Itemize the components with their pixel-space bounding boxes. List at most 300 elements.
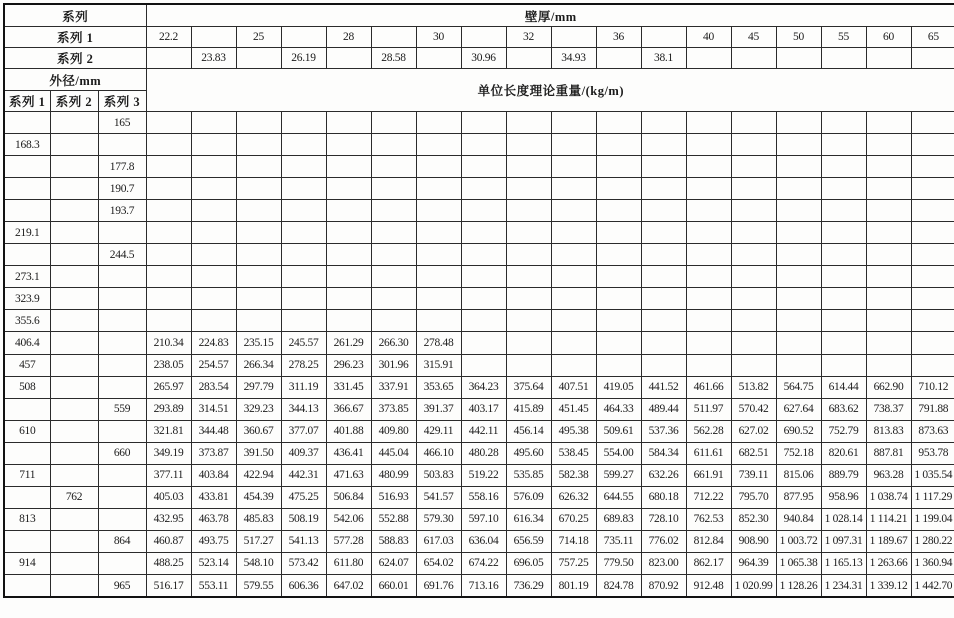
- od-series3-cell: 190.7: [98, 178, 146, 200]
- weight-cell: 488.25: [146, 552, 191, 574]
- weight-cell: [911, 310, 954, 332]
- weight-cell: [191, 266, 236, 288]
- weight-cell: [911, 200, 954, 222]
- weight-cell: [911, 112, 954, 134]
- weight-cell: 480.99: [371, 464, 416, 486]
- weight-cell: 489.44: [641, 398, 686, 420]
- weight-cell: 293.89: [146, 398, 191, 420]
- weight-cell: [776, 112, 821, 134]
- weight-cell: [236, 266, 281, 288]
- weight-cell: 636.04: [461, 530, 506, 552]
- weight-cell: [146, 200, 191, 222]
- od-series2-cell: [50, 332, 98, 354]
- table-row: [4, 244, 954, 266]
- weight-cell: 963.28: [866, 464, 911, 486]
- weight-cell: [911, 244, 954, 266]
- header-row-outer-diameter: [4, 69, 954, 91]
- weight-cell: 513.82: [731, 376, 776, 398]
- od-series3-cell: [98, 464, 146, 486]
- weight-cell: [416, 222, 461, 244]
- weight-cell: 752.79: [821, 420, 866, 442]
- od-series1-cell: [4, 178, 50, 200]
- od-series1-cell: 168.3: [4, 134, 50, 156]
- weight-cell: 519.22: [461, 464, 506, 486]
- weight-cell: [551, 156, 596, 178]
- weight-cell: 562.28: [686, 420, 731, 442]
- weight-cell: [686, 112, 731, 134]
- weight-cell: 739.11: [731, 464, 776, 486]
- od-series2-cell: [50, 508, 98, 530]
- weight-cell: [821, 134, 866, 156]
- weight-cell: 680.18: [641, 486, 686, 508]
- weight-cell: 403.17: [461, 398, 506, 420]
- weight-cell: 517.27: [236, 530, 281, 552]
- weight-cell: 265.97: [146, 376, 191, 398]
- weight-cell: [596, 200, 641, 222]
- weight-cell: 360.67: [236, 420, 281, 442]
- weight-cell: [686, 200, 731, 222]
- weight-cell: 1 128.26: [776, 574, 821, 597]
- weight-cell: 283.54: [191, 376, 236, 398]
- weight-cell: [686, 266, 731, 288]
- weight-cell: 245.57: [281, 332, 326, 354]
- weight-cell: [596, 354, 641, 376]
- od-series3-cell: [98, 222, 146, 244]
- weight-cell: 964.39: [731, 552, 776, 574]
- series-header-label: 系列: [4, 4, 146, 27]
- od-series2-cell: [50, 178, 98, 200]
- table-row: [4, 266, 954, 288]
- weight-cell: [236, 244, 281, 266]
- od-series3-cell: [98, 486, 146, 508]
- weight-cell: 266.30: [371, 332, 416, 354]
- table-row: [4, 156, 954, 178]
- weight-cell: 597.10: [461, 508, 506, 530]
- weight-cell: 1 038.74: [866, 486, 911, 508]
- weight-cell: 436.41: [326, 442, 371, 464]
- weight-cell: [821, 156, 866, 178]
- weight-cell: [866, 244, 911, 266]
- weight-cell: [506, 244, 551, 266]
- weight-cell: 445.04: [371, 442, 416, 464]
- weight-cell: [461, 288, 506, 310]
- od-series2-cell: [50, 354, 98, 376]
- weight-cell: 862.17: [686, 552, 731, 574]
- weight-cell: 579.55: [236, 574, 281, 597]
- od-series2-cell: [50, 464, 98, 486]
- weight-cell: [596, 178, 641, 200]
- weight-cell: [461, 112, 506, 134]
- weight-cell: 1 360.94: [911, 552, 954, 574]
- weight-cell: 366.67: [326, 398, 371, 420]
- weight-cell: [236, 310, 281, 332]
- weight-cell: [281, 244, 326, 266]
- weight-cell: [506, 266, 551, 288]
- weight-cell: 647.02: [326, 574, 371, 597]
- weight-cell: 1 003.72: [776, 530, 821, 552]
- weight-cell: [461, 244, 506, 266]
- weight-cell: 632.26: [641, 464, 686, 486]
- od-series2-cell: [50, 376, 98, 398]
- od-series2-cell: [50, 134, 98, 156]
- table-row: [4, 530, 954, 552]
- weight-cell: [866, 200, 911, 222]
- weight-cell: 812.84: [686, 530, 731, 552]
- wall-thickness-series2-cell: [596, 48, 641, 69]
- weight-cell: [146, 310, 191, 332]
- weight-cell: [416, 156, 461, 178]
- od-series2-cell: [50, 420, 98, 442]
- weight-cell: 353.65: [416, 376, 461, 398]
- weight-cell: [191, 200, 236, 222]
- weight-cell: 660.01: [371, 574, 416, 597]
- weight-cell: 433.81: [191, 486, 236, 508]
- weight-cell: 627.02: [731, 420, 776, 442]
- weight-cell: [731, 266, 776, 288]
- weight-cell: [506, 332, 551, 354]
- wall-thickness-series1-cell: [551, 27, 596, 48]
- weight-cell: 674.22: [461, 552, 506, 574]
- wall-thickness-series1-cell: 30: [416, 27, 461, 48]
- od-series3-cell: 244.5: [98, 244, 146, 266]
- weight-cell: [686, 134, 731, 156]
- od-series3-cell: 559: [98, 398, 146, 420]
- weight-cell: [281, 200, 326, 222]
- weight-cell: 710.12: [911, 376, 954, 398]
- weight-cell: [191, 222, 236, 244]
- od-series1-cell: [4, 244, 50, 266]
- wall-thickness-series1-cell: 40: [686, 27, 731, 48]
- weight-cell: 1 199.04: [911, 508, 954, 530]
- weight-cell: [236, 200, 281, 222]
- table-row: [4, 376, 954, 398]
- weight-cell: [686, 244, 731, 266]
- weight-cell: [776, 178, 821, 200]
- wall-thickness-series2-cell: 23.83: [191, 48, 236, 69]
- weight-cell: 579.30: [416, 508, 461, 530]
- weight-cell: 670.25: [551, 508, 596, 530]
- wall-thickness-series1-cell: 65: [911, 27, 954, 48]
- weight-cell: [686, 332, 731, 354]
- table-body: [4, 112, 954, 598]
- wall-thickness-series2-cell: [236, 48, 281, 69]
- weight-cell: 461.66: [686, 376, 731, 398]
- weight-cell: 541.13: [281, 530, 326, 552]
- weight-cell: 329.23: [236, 398, 281, 420]
- wall-thickness-series2-cell: 26.19: [281, 48, 326, 69]
- weight-cell: 624.07: [371, 552, 416, 574]
- weight-cell: 535.85: [506, 464, 551, 486]
- weight-cell: [641, 288, 686, 310]
- wall-thickness-series2-cell: [821, 48, 866, 69]
- weight-cell: 757.25: [551, 552, 596, 574]
- table-row: [4, 354, 954, 376]
- weight-cell: 377.07: [281, 420, 326, 442]
- weight-cell: 442.11: [461, 420, 506, 442]
- weight-cell: [506, 310, 551, 332]
- weight-cell: 301.96: [371, 354, 416, 376]
- weight-cell: [326, 288, 371, 310]
- weight-cell: 1 234.31: [821, 574, 866, 597]
- weight-cell: [821, 244, 866, 266]
- wall-thickness-series1-cell: 60: [866, 27, 911, 48]
- weight-cell: 801.19: [551, 574, 596, 597]
- weight-cell: 403.84: [191, 464, 236, 486]
- weight-cell: 682.51: [731, 442, 776, 464]
- weight-cell: 576.09: [506, 486, 551, 508]
- table-row: [4, 442, 954, 464]
- weight-cell: 696.05: [506, 552, 551, 574]
- weight-cell: [731, 112, 776, 134]
- weight-cell: 456.14: [506, 420, 551, 442]
- weight-cell: 564.75: [776, 376, 821, 398]
- od-series3-cell: [98, 508, 146, 530]
- weight-cell: 820.61: [821, 442, 866, 464]
- od-series1-cell: 508: [4, 376, 50, 398]
- weight-cell: 870.92: [641, 574, 686, 597]
- weight-cell: [866, 288, 911, 310]
- weight-cell: 495.60: [506, 442, 551, 464]
- weight-cell: 460.87: [146, 530, 191, 552]
- outer-diameter-header-label: 外径/mm: [4, 69, 146, 91]
- weight-cell: [551, 244, 596, 266]
- weight-cell: 516.93: [371, 486, 416, 508]
- od-series1-cell: 323.9: [4, 288, 50, 310]
- weight-cell: [686, 354, 731, 376]
- weight-cell: 471.63: [326, 464, 371, 486]
- weight-cell: [641, 332, 686, 354]
- weight-cell: [641, 178, 686, 200]
- weight-cell: 714.18: [551, 530, 596, 552]
- od-series1-cell: 219.1: [4, 222, 50, 244]
- od-series1-cell: [4, 156, 50, 178]
- weight-cell: [686, 310, 731, 332]
- od-series2-cell: [50, 552, 98, 574]
- od-series2-cell: [50, 222, 98, 244]
- weight-cell: [281, 288, 326, 310]
- weight-cell: [641, 156, 686, 178]
- weight-cell: 344.48: [191, 420, 236, 442]
- weight-cell: 552.88: [371, 508, 416, 530]
- od-series1-cell: [4, 112, 50, 134]
- od-series1-cell: [4, 398, 50, 420]
- weight-cell: [731, 200, 776, 222]
- weight-cell: 762.53: [686, 508, 731, 530]
- weight-cell: [596, 288, 641, 310]
- weight-cell: [551, 266, 596, 288]
- weight-cell: [866, 266, 911, 288]
- weight-cell: 815.06: [776, 464, 821, 486]
- weight-cell: 606.36: [281, 574, 326, 597]
- weight-cell: [236, 112, 281, 134]
- weight-cell: 689.83: [596, 508, 641, 530]
- header-row-series: [4, 4, 954, 27]
- table-row: [4, 508, 954, 530]
- weight-cell: [821, 266, 866, 288]
- weight-cell: [416, 134, 461, 156]
- weight-cell: [191, 288, 236, 310]
- table-row: [4, 420, 954, 442]
- od-series3-cell: [98, 266, 146, 288]
- table-row: [4, 222, 954, 244]
- weight-cell: 1 165.13: [821, 552, 866, 574]
- weight-cell: [146, 134, 191, 156]
- wall-thickness-header-label: 壁厚/mm: [146, 4, 954, 27]
- weight-cell: [551, 354, 596, 376]
- weight-cell: [551, 332, 596, 354]
- od-series3-cell: 177.8: [98, 156, 146, 178]
- weight-cell: 261.29: [326, 332, 371, 354]
- weight-cell: 570.42: [731, 398, 776, 420]
- od-series3-cell: [98, 376, 146, 398]
- weight-cell: 516.17: [146, 574, 191, 597]
- od-series2-cell: [50, 574, 98, 597]
- header-row-thickness-series1: [4, 27, 954, 48]
- weight-cell: 297.79: [236, 376, 281, 398]
- weight-cell: 315.91: [416, 354, 461, 376]
- weight-cell: 912.48: [686, 574, 731, 597]
- weight-cell: [731, 156, 776, 178]
- weight-cell: [506, 200, 551, 222]
- od-series2-cell: [50, 156, 98, 178]
- weight-cell: 210.34: [146, 332, 191, 354]
- weight-cell: 553.11: [191, 574, 236, 597]
- weight-cell: [416, 310, 461, 332]
- weight-cell: [326, 134, 371, 156]
- weight-cell: 736.29: [506, 574, 551, 597]
- od-series2-cell: [50, 442, 98, 464]
- weight-cell: [731, 332, 776, 354]
- weight-cell: 509.61: [596, 420, 641, 442]
- wall-thickness-series2-cell: [866, 48, 911, 69]
- weight-cell: [506, 112, 551, 134]
- weight-cell: [461, 354, 506, 376]
- weight-cell: 493.75: [191, 530, 236, 552]
- weight-cell: [461, 178, 506, 200]
- weight-cell: 238.05: [146, 354, 191, 376]
- weight-cell: [461, 156, 506, 178]
- weight-cell: [731, 288, 776, 310]
- weight-cell: [776, 266, 821, 288]
- weight-cell: 422.94: [236, 464, 281, 486]
- od-series1-cell: [4, 574, 50, 597]
- weight-cell: 887.81: [866, 442, 911, 464]
- weight-cell: [911, 288, 954, 310]
- weight-cell: [776, 156, 821, 178]
- wall-thickness-series1-cell: [371, 27, 416, 48]
- weight-cell: [281, 310, 326, 332]
- weight-cell: [776, 222, 821, 244]
- wall-thickness-series1-cell: 55: [821, 27, 866, 48]
- weight-cell: 373.87: [191, 442, 236, 464]
- weight-cell: [191, 310, 236, 332]
- weight-cell: [506, 288, 551, 310]
- wall-thickness-series1-cell: 22.2: [146, 27, 191, 48]
- weight-cell: 1 065.38: [776, 552, 821, 574]
- weight-cell: 1 114.21: [866, 508, 911, 530]
- weight-cell: 558.16: [461, 486, 506, 508]
- weight-cell: [911, 156, 954, 178]
- weight-cell: [146, 244, 191, 266]
- weight-cell: [821, 310, 866, 332]
- weight-cell: 537.36: [641, 420, 686, 442]
- od-series3-cell: 965: [98, 574, 146, 597]
- weight-cell: [641, 112, 686, 134]
- od-series2-cell: [50, 112, 98, 134]
- weight-cell: 1 035.54: [911, 464, 954, 486]
- weight-cell: [326, 178, 371, 200]
- weight-cell: 779.50: [596, 552, 641, 574]
- weight-cell: 627.64: [776, 398, 821, 420]
- weight-cell: [731, 244, 776, 266]
- weight-cell: 278.25: [281, 354, 326, 376]
- weight-cell: 614.44: [821, 376, 866, 398]
- weight-cell: 813.83: [866, 420, 911, 442]
- weight-cell: 791.88: [911, 398, 954, 420]
- weight-cell: 266.34: [236, 354, 281, 376]
- weight-cell: [866, 156, 911, 178]
- od-series1-cell: 914: [4, 552, 50, 574]
- weight-cell: 908.90: [731, 530, 776, 552]
- weight-cell: 466.10: [416, 442, 461, 464]
- weight-cell: 344.13: [281, 398, 326, 420]
- weight-cell: [776, 244, 821, 266]
- weight-cell: [641, 266, 686, 288]
- weight-cell: [236, 156, 281, 178]
- weight-cell: [146, 266, 191, 288]
- weight-cell: [596, 134, 641, 156]
- weight-cell: 495.38: [551, 420, 596, 442]
- weight-cell: [866, 354, 911, 376]
- wall-thickness-series2-cell: 28.58: [371, 48, 416, 69]
- weight-cell: [281, 134, 326, 156]
- weight-cell: [551, 112, 596, 134]
- weight-cell: [731, 222, 776, 244]
- od-series1-cell: 355.6: [4, 310, 50, 332]
- weight-cell: [371, 310, 416, 332]
- weight-cell: [821, 200, 866, 222]
- weight-cell: 506.84: [326, 486, 371, 508]
- weight-cell: [461, 266, 506, 288]
- od-series3-cell: 193.7: [98, 200, 146, 222]
- weight-cell: 690.52: [776, 420, 821, 442]
- weight-cell: [551, 178, 596, 200]
- od-series1-cell: 406.4: [4, 332, 50, 354]
- od-series3-cell: [98, 310, 146, 332]
- weight-cell: 409.37: [281, 442, 326, 464]
- weight-cell: [281, 178, 326, 200]
- weight-cell: 373.85: [371, 398, 416, 420]
- od-series3-cell: 864: [98, 530, 146, 552]
- weight-cell: 1 097.31: [821, 530, 866, 552]
- table-row: [4, 200, 954, 222]
- weight-cell: 738.37: [866, 398, 911, 420]
- weight-cell: 311.19: [281, 376, 326, 398]
- weight-cell: 391.37: [416, 398, 461, 420]
- table-row: [4, 288, 954, 310]
- weight-cell: [191, 134, 236, 156]
- weight-cell: 795.70: [731, 486, 776, 508]
- weight-cell: [776, 200, 821, 222]
- od-series1-cell: 457: [4, 354, 50, 376]
- weight-cell: 662.90: [866, 376, 911, 398]
- weight-cell: [596, 310, 641, 332]
- weight-cell: 296.23: [326, 354, 371, 376]
- weight-cell: 224.83: [191, 332, 236, 354]
- od-series1-cell: 610: [4, 420, 50, 442]
- weight-cell: [776, 288, 821, 310]
- weight-cell: 1 189.67: [866, 530, 911, 552]
